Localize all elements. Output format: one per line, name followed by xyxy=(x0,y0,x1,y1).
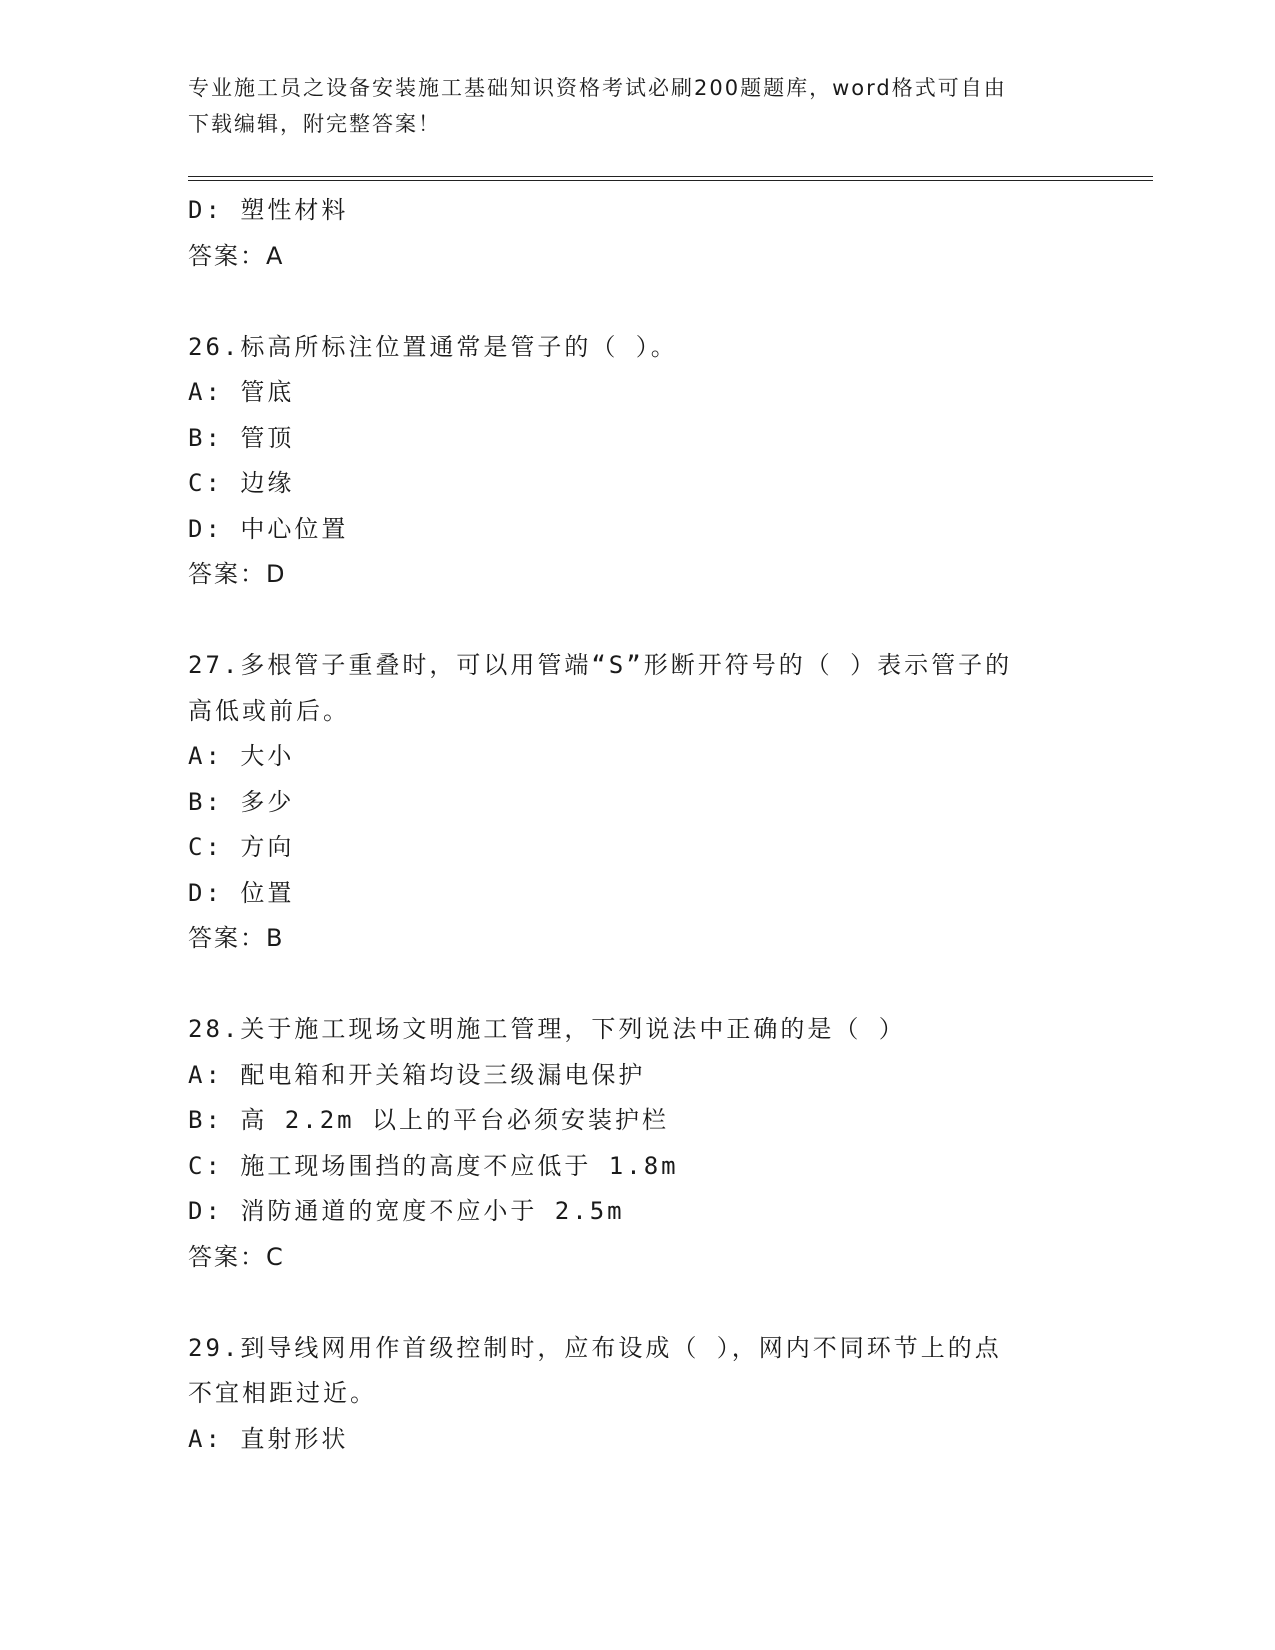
header-divider-bottom xyxy=(188,180,1153,181)
question-27-option-a: A: 大小 xyxy=(188,742,295,770)
question-27-option-c: C: 方向 xyxy=(188,833,295,861)
question-28-option-b: B: 高 2.2m 以上的平台必须安装护栏 xyxy=(188,1106,670,1134)
question-28-option-a: A: 配电箱和开关箱均设三级漏电保护 xyxy=(188,1060,646,1089)
question-27 xyxy=(188,643,1088,962)
question-28-stem: 28.关于施工现场文明施工管理，下列说法中正确的是（ ） xyxy=(188,1015,906,1043)
question-28-option-d: D: 消防通道的宽度不应小于 2.5m xyxy=(188,1197,625,1225)
question-29 xyxy=(188,1326,1088,1463)
question-26 xyxy=(188,325,1088,598)
spacer xyxy=(188,598,1088,644)
question-26-option-b: B: 管顶 xyxy=(188,423,295,452)
question-27-stem-line-1: 27.多根管子重叠时，可以用管端“S”形断开符号的（ ）表示管子的 xyxy=(188,651,1013,679)
question-29-stem-line-2: 不宜相距过近。 xyxy=(188,1379,377,1407)
question-26-option-d: D: 中心位置 xyxy=(188,514,349,543)
question-28-answer: 答案：C xyxy=(188,1242,285,1271)
spacer xyxy=(188,962,1088,1008)
spacer xyxy=(188,279,1088,325)
prev-answer: 答案：A xyxy=(188,241,285,270)
header-line-1: 专业施工员之设备安装施工基础知识资格考试必刷200题题库，word格式可自由 xyxy=(188,76,1007,100)
question-28-option-c: C: 施工现场围挡的高度不应低于 1.8m xyxy=(188,1151,679,1180)
header-line-2: 下载编辑，附完整答案！ xyxy=(188,112,441,136)
header-divider-top xyxy=(188,176,1153,177)
question-27-option-b: B: 多少 xyxy=(188,787,295,816)
prev-option-d: D: 塑性材料 xyxy=(188,196,349,224)
question-26-option-a: A: 管底 xyxy=(188,378,295,406)
question-27-stem-line-2: 高低或前后。 xyxy=(188,696,350,725)
question-29-stem-line-1: 29.到导线网用作首级控制时，应布设成（ ），网内不同环节上的点 xyxy=(188,1333,1002,1362)
question-list xyxy=(188,188,1088,1462)
question-27-option-d: D: 位置 xyxy=(188,878,295,907)
document-header xyxy=(188,70,1068,142)
question-27-answer: 答案：B xyxy=(188,924,285,952)
question-26-stem: 26.标高所标注位置通常是管子的（ ）。 xyxy=(188,332,678,361)
question-29-option-a: A: 直射形状 xyxy=(188,1424,349,1453)
question-26-answer: 答案：D xyxy=(188,560,287,588)
question-26-option-c: C: 边缘 xyxy=(188,469,295,497)
spacer xyxy=(188,1280,1088,1326)
question-28 xyxy=(188,1007,1088,1280)
